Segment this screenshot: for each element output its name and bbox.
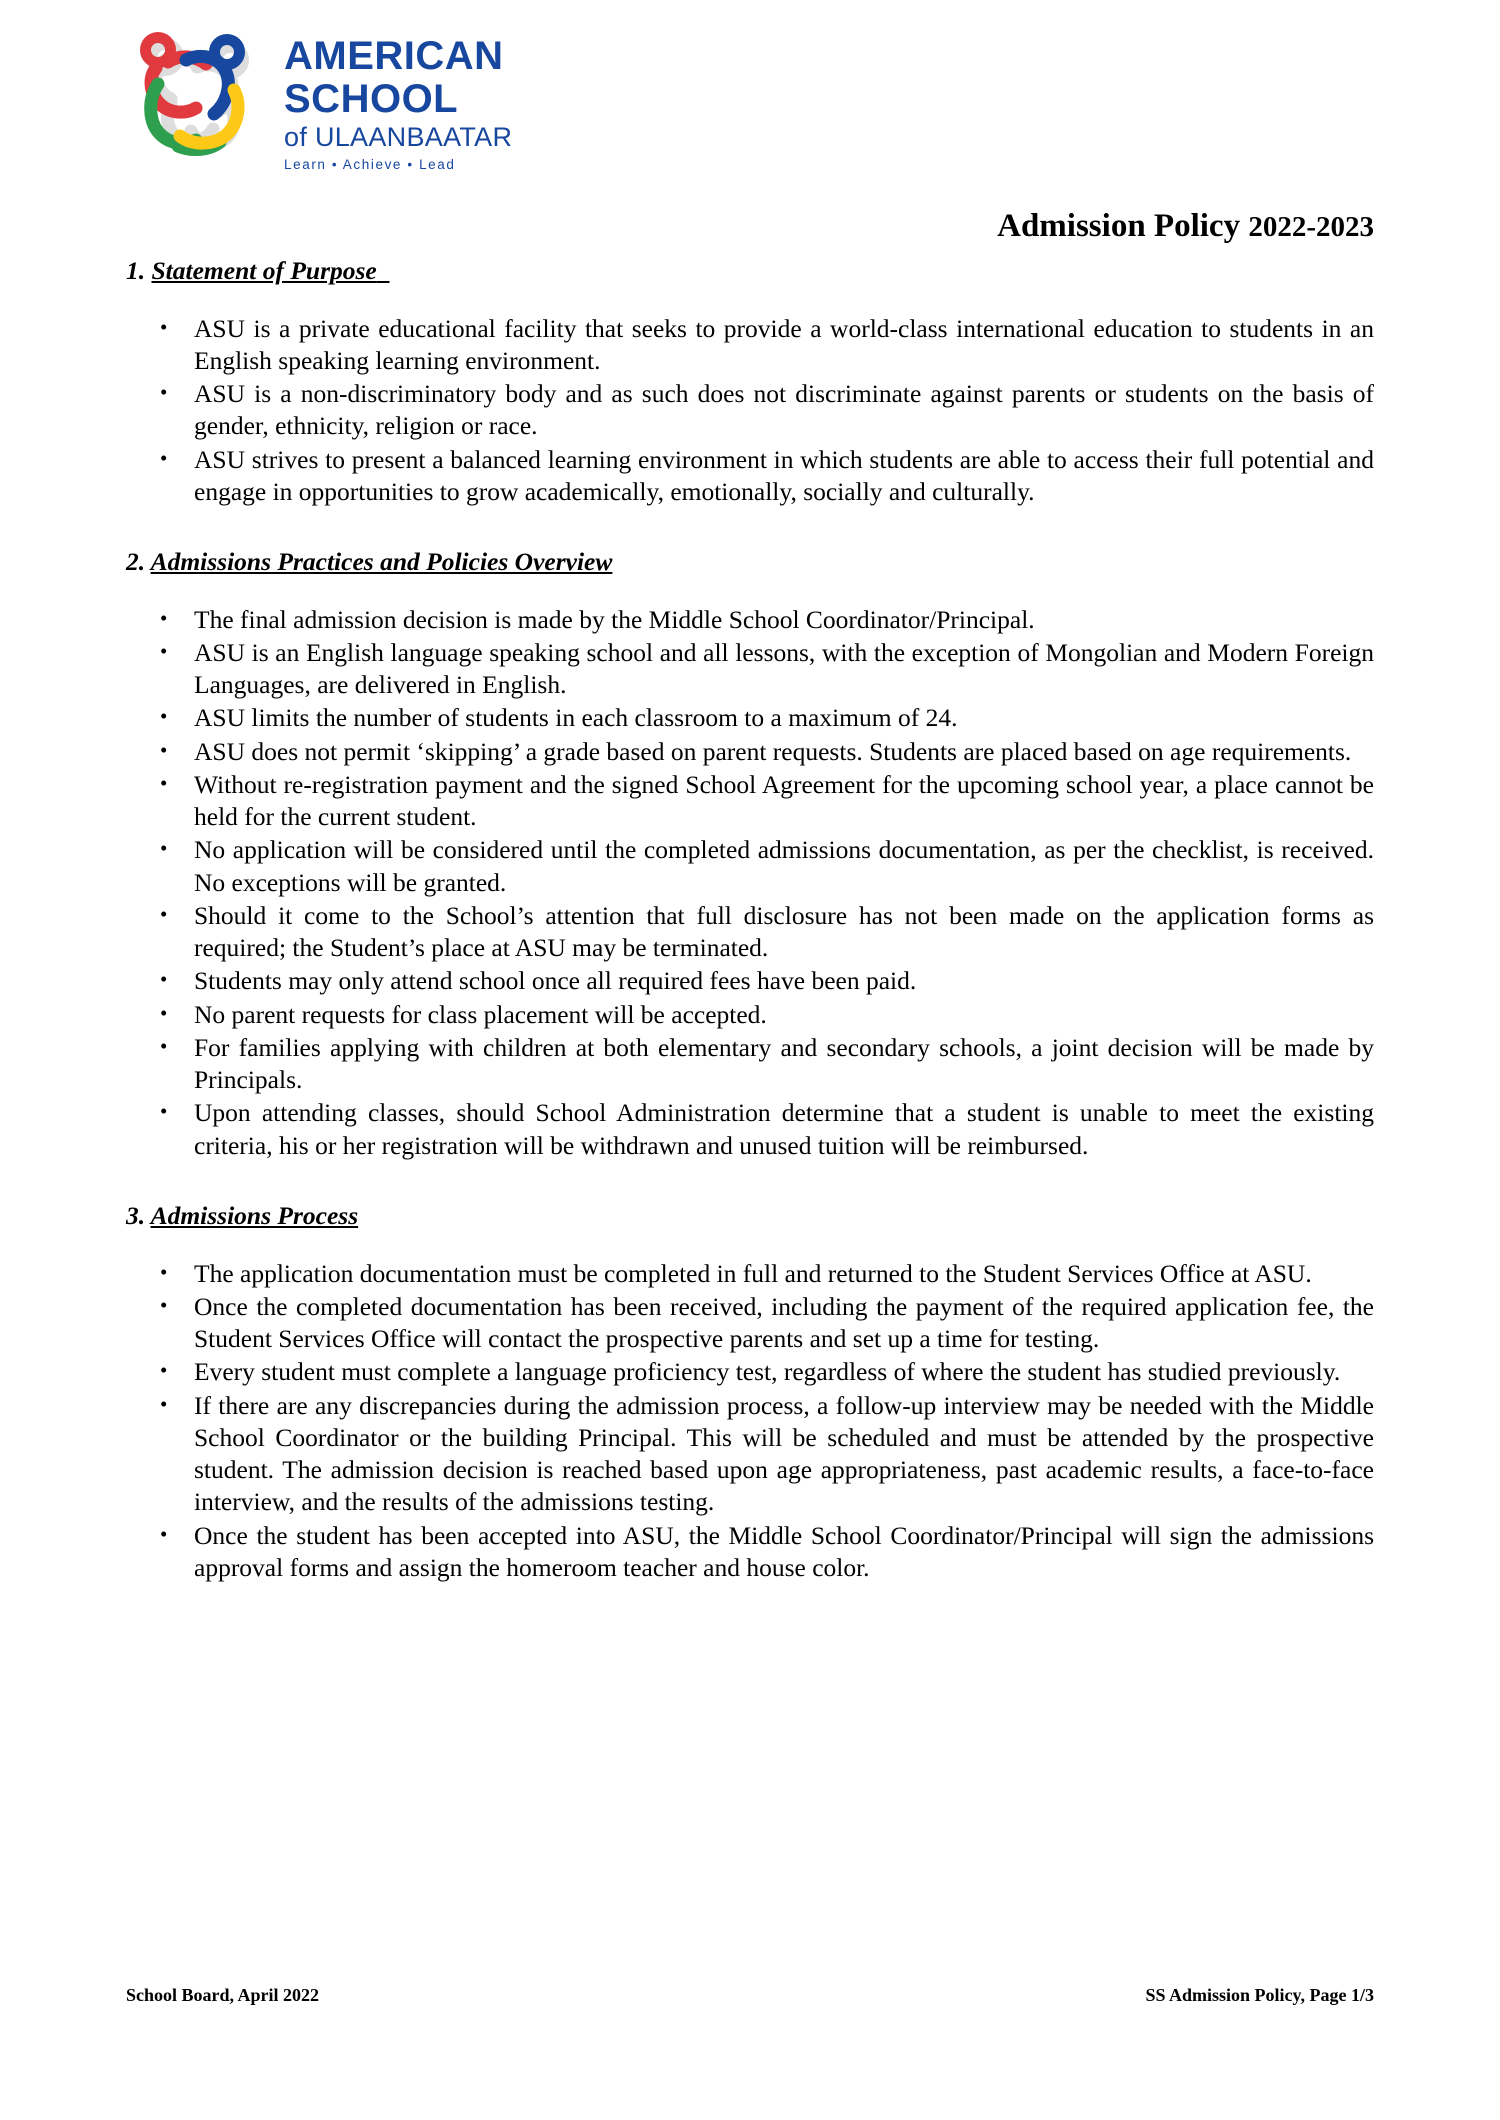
section-number-1: 1. (126, 256, 146, 285)
list-item: • Upon attending classes, should School Administration determine that a student is unable to meet the existing criteria, his or her registration will be withdrawn and unused tuition will be reimbursed. (194, 1097, 1374, 1162)
list-item: • Every student must complete a language proficiency test, regardless of where the student has studied previously. (194, 1356, 1374, 1388)
list-item: • ASU is an English language speaking school and all lessons, with the exception of Mongolian and Modern Foreign Languages, are delivered in English. (194, 637, 1374, 702)
logo-tagline: Learn • Achieve • Lead (284, 157, 456, 172)
logo-of-prefix: of (284, 122, 308, 152)
page-title-year: 2022-2023 (1248, 211, 1374, 243)
page-title (997, 208, 1374, 245)
school-logo (126, 28, 512, 172)
list-item: • ASU does not permit ‘skipping’ a grade based on parent requests. Students are placed based on age requirements. (194, 736, 1374, 768)
list-item: • Should it come to the School’s attention that full disclosure has not been made on the application forms as required; the Student’s place at ASU may be terminated. (194, 900, 1374, 965)
section-number-3: 3. (126, 1200, 146, 1230)
section-2-bullet-list (126, 604, 1374, 1162)
logo-line-american: AMERICAN (284, 34, 504, 78)
list-item: • Students may only attend school once all required fees have been paid. (194, 965, 1374, 997)
list-item: • If there are any discrepancies during the admission process, a follow-up interview may be needed with the Middle School Coordinator or the building Principal. This will be scheduled and must be attended by the prospective student. The admission decision is reached based upon age appropriateness, past academic results, a face-to-face interview, and the results of the admissions testing. (194, 1390, 1374, 1519)
logo-of-main: ULAANBAATAR (314, 122, 513, 152)
list-item: • ASU is a non-discriminatory body and as such does not discriminate against parents or students on the basis of gender, ethnicity, religion or race. (194, 378, 1374, 443)
section-heading-2 (126, 547, 1374, 578)
footer-right-text: SS Admission Policy, Page 1/3 (1145, 1985, 1374, 2005)
section-title-1: Statement of Purpose (151, 256, 377, 285)
list-item: • For families applying with children at both elementary and secondary schools, a joint decision will be made by Principals. (194, 1032, 1374, 1097)
logo-line-school: SCHOOL (284, 77, 459, 121)
logo-line-ulaanbaatar (284, 124, 512, 151)
section-heading-1 (126, 256, 1374, 287)
list-item: • ASU strives to present a balanced learning environment in which students are able to access their full potential and engage in opportunities to grow academically, emotionally, socially and culturally. (194, 444, 1374, 509)
section-heading-3 (126, 1201, 1374, 1232)
list-item: • ASU limits the number of students in each classroom to a maximum of 24. (194, 702, 1374, 734)
list-item: • Once the student has been accepted into ASU, the Middle School Coordinator/Principal will sign the admissions approval forms and assign the homeroom teacher and house color. (194, 1520, 1374, 1585)
section-1-bullet-list (126, 313, 1374, 509)
list-item: • The final admission decision is made by the Middle School Coordinator/Principal. (194, 604, 1374, 636)
list-item: • Without re-registration payment and the signed School Agreement for the upcoming school year, a place cannot be held for the current student. (194, 769, 1374, 834)
footer-left-text: School Board, April 2022 (126, 1985, 320, 2005)
section-title-2: Admissions Practices and Policies Overview (150, 547, 613, 577)
list-item: • ASU is a private educational facility that seeks to provide a world-class international education to students in an English speaking learning environment. (194, 313, 1374, 378)
page-footer (126, 1985, 1374, 2006)
document-body (126, 256, 1374, 1585)
logo-mark-icon (126, 28, 274, 156)
section-3-bullet-list (126, 1258, 1374, 1585)
list-item: • No parent requests for class placement will be accepted. (194, 999, 1374, 1031)
logo-wordmark (284, 28, 512, 172)
page-title-main: Admission Policy (997, 208, 1241, 244)
list-item: • Once the completed documentation has been received, including the payment of the required application fee, the Student Services Office will contact the prospective parents and set up a time for testing. (194, 1291, 1374, 1356)
list-item: • The application documentation must be completed in full and returned to the Student Services Office at ASU. (194, 1258, 1374, 1290)
section-number-2: 2. (126, 547, 146, 577)
section-title-3: Admissions Process (150, 1200, 359, 1230)
list-item: • No application will be considered until the completed admissions documentation, as per the checklist, is received. No exceptions will be granted. (194, 834, 1374, 899)
